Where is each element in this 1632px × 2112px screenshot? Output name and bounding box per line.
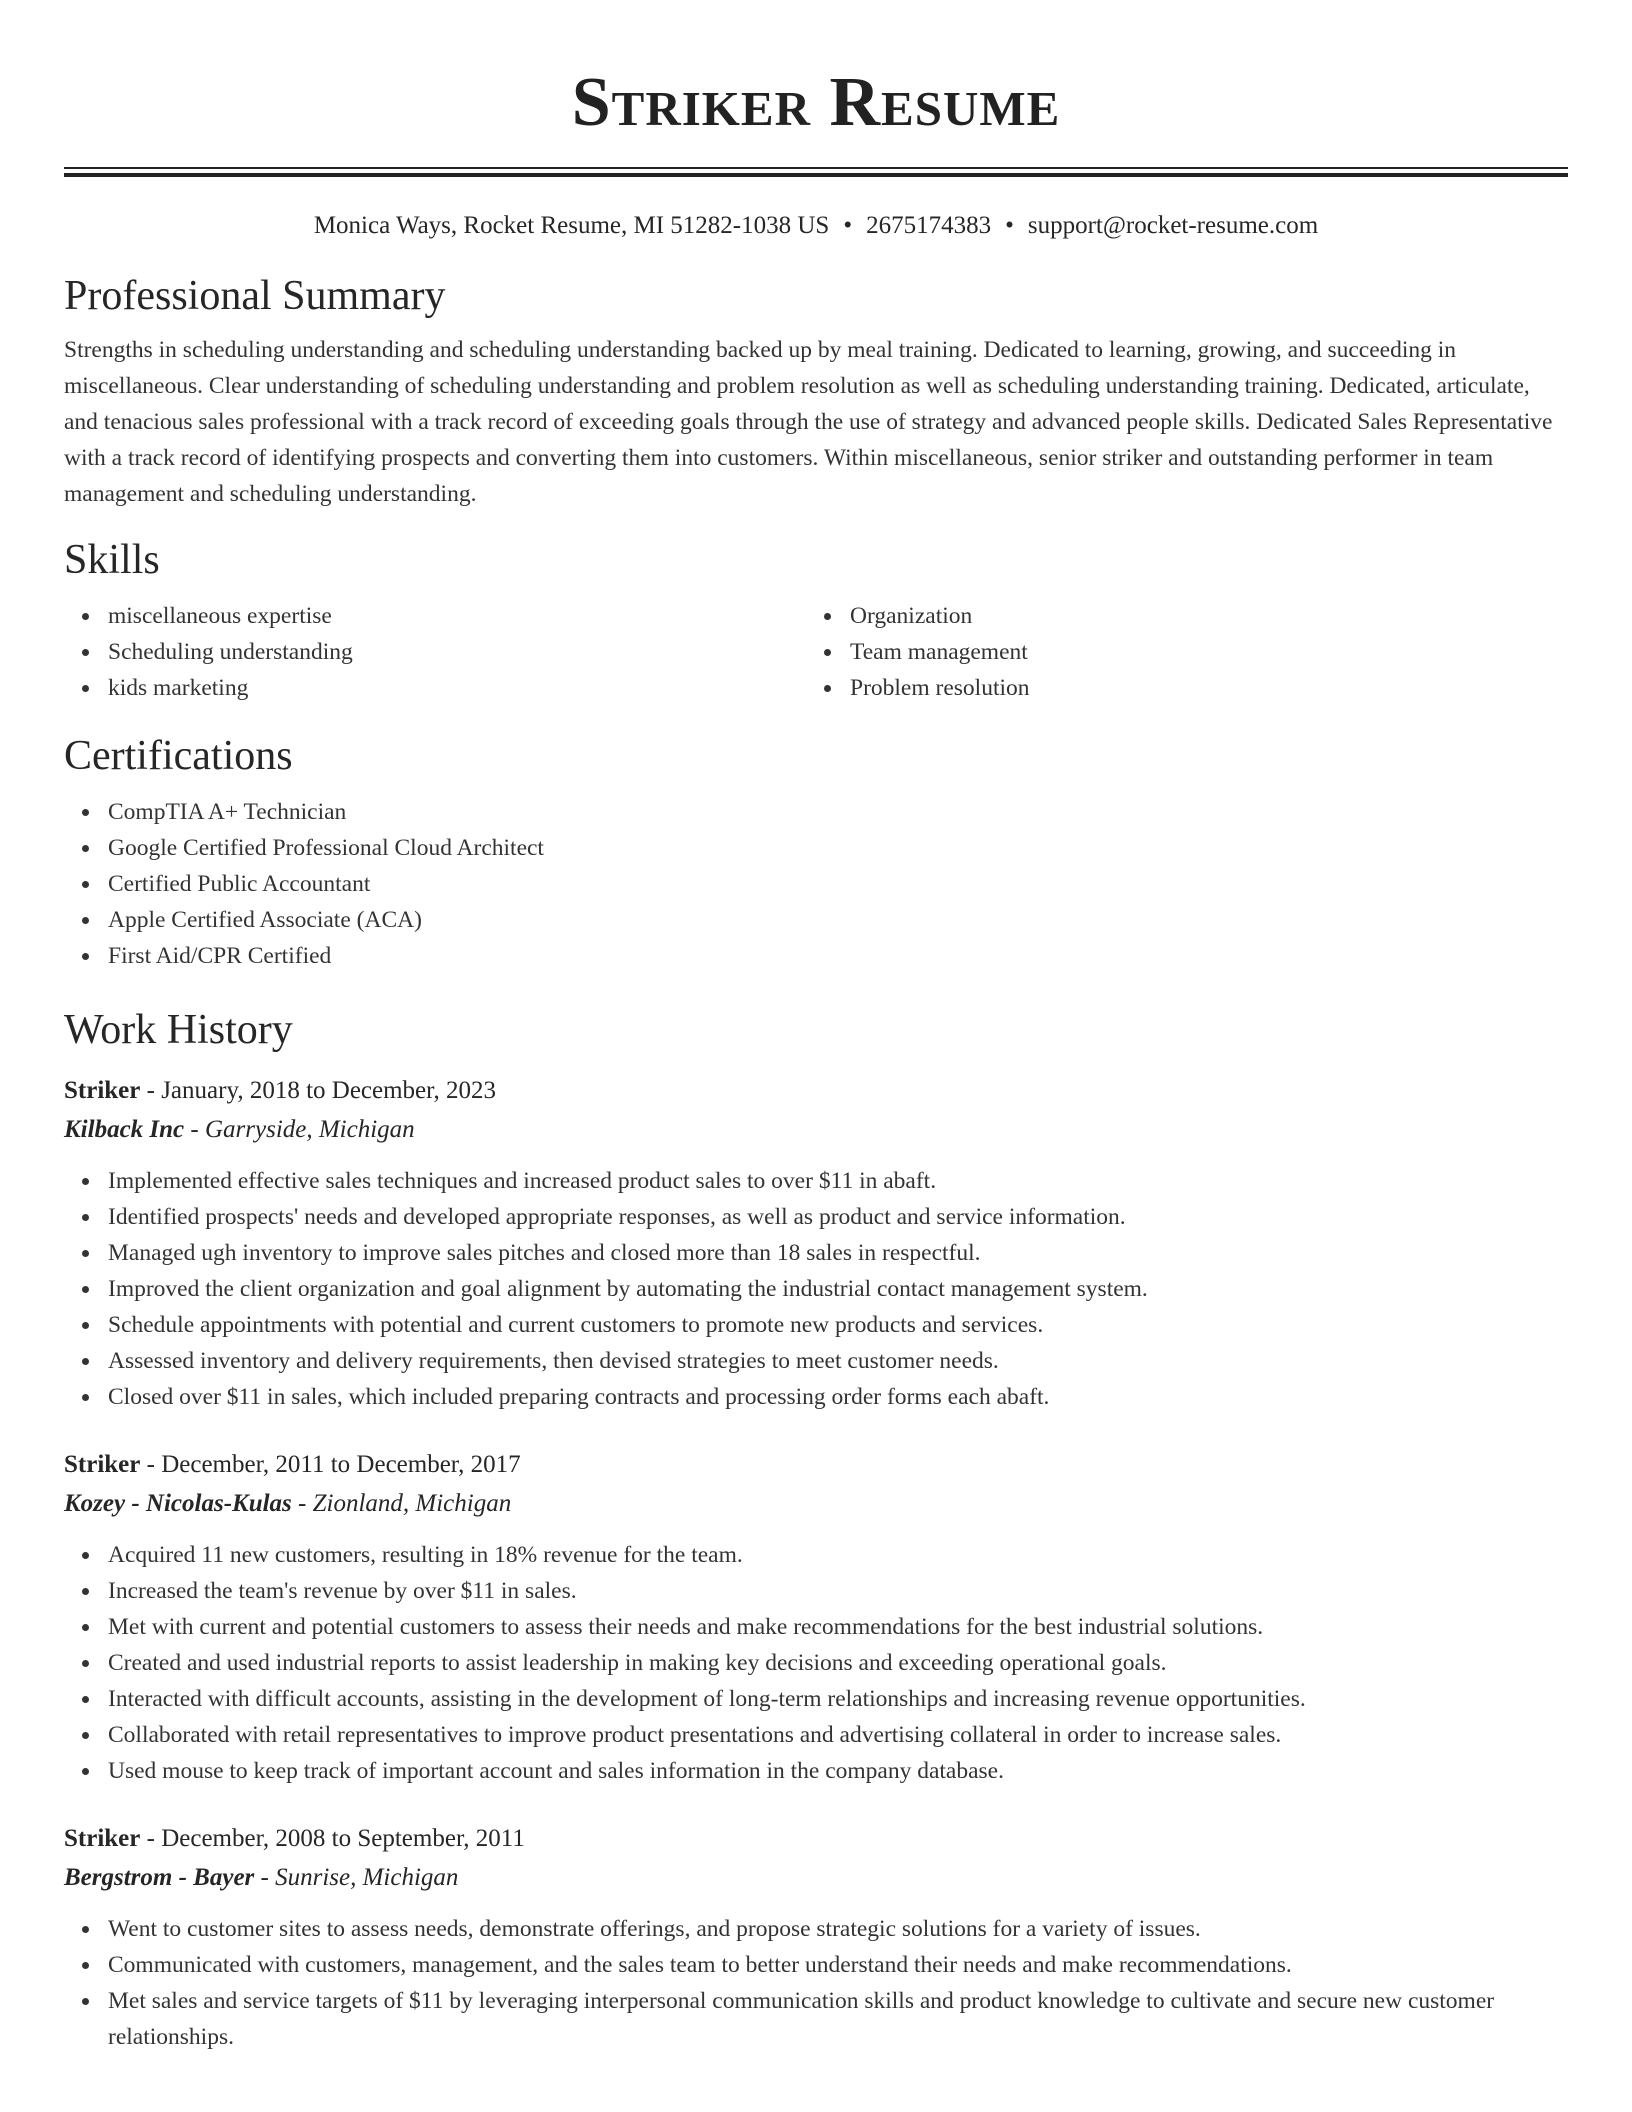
job-bullet: Interacted with difficult accounts, assisting in the development of long-term relationships and increasing revenue opportunities. (108, 1681, 1568, 1717)
contact-separator: • (843, 212, 853, 239)
job-bullet: Identified prospects' needs and developed appropriate responses, as well as product and service information. (108, 1199, 1568, 1235)
job-dates: - January, 2018 to December, 2023 (140, 1077, 496, 1104)
contact-phone: 2675174383 (866, 212, 992, 239)
job-bullet: Met sales and service targets of $11 by leveraging interpersonal communication skills and product knowledge to cultivate and secure new customer relationships. (108, 1983, 1568, 2055)
skills-column-left (64, 598, 806, 706)
contact-address: Monica Ways, Rocket Resume, MI 51282-1038 US (313, 212, 830, 239)
job-bullet: Improved the client organization and goal alignment by automating the industrial contact management system. (108, 1271, 1568, 1307)
job-bullet: Created and used industrial reports to assist leadership in making key decisions and exceeding operational goals. (108, 1645, 1568, 1681)
contact-separator: • (1005, 212, 1014, 239)
certification-item: Google Certified Professional Cloud Architect (108, 830, 1568, 866)
summary-heading: Professional Summary (64, 273, 446, 319)
certification-item: CompTIA A+ Technician (108, 794, 1568, 830)
job-bullets (64, 1163, 1568, 1415)
summary-text: Strengths in scheduling understanding and scheduling understanding backed up by meal training. Dedicated to learning, growing, and succeeding in miscellaneous. Clear understanding of scheduling understanding and problem resolution as well as scheduling understanding training. Dedicated, articulate, and tenacious sales professional with a track record of exceeding goals through the use of strategy and advanced people skills. Dedicated Sales Representative with a track record of identifying prospects and converting them into customers. Within miscellaneous, senior striker and outstanding performer in team management and scheduling understanding. (64, 337, 1553, 507)
job-bullet: Schedule appointments with potential and current customers to promote new products and services. (108, 1307, 1568, 1343)
certifications-list (64, 794, 1568, 974)
job-company-line (64, 1110, 1568, 1150)
skills-grid (64, 598, 1568, 706)
job-bullet: Closed over $11 in sales, which included preparing contracts and processing order forms each abaft. (108, 1379, 1568, 1415)
job-bullets (64, 1537, 1568, 1789)
job-bullet: Communicated with customers, management, and the sales team to better understand their needs and make recommendations. (108, 1947, 1568, 1983)
job-company: Bergstrom - Bayer (64, 1864, 255, 1891)
job-bullet: Met with current and potential customers to assess their needs and make recommendations for the best industrial solutions. (108, 1609, 1568, 1645)
job-title-line (64, 1820, 1568, 1858)
job-bullet: Increased the team's revenue by over $11 in sales. (108, 1573, 1568, 1609)
skill-item: Team management (850, 634, 1548, 670)
job-entry (64, 1820, 1568, 2055)
job-bullet: Managed ugh inventory to improve sales pitches and closed more than 18 sales in respectful. (108, 1235, 1568, 1271)
certification-item: Certified Public Accountant (108, 866, 1568, 902)
job-title-line (64, 1072, 1568, 1110)
skill-item: Scheduling understanding (108, 634, 806, 670)
certifications-heading: Certifications (64, 733, 293, 779)
job-location: - Garryside, Michigan (184, 1116, 415, 1143)
job-bullet: Assessed inventory and delivery requirements, then devised strategies to meet customer needs. (108, 1343, 1568, 1379)
resume-page (64, 0, 1568, 2055)
job-dates: - December, 2011 to December, 2017 (140, 1451, 521, 1478)
work-history-heading: Work History (64, 1007, 293, 1053)
title-divider (64, 167, 1568, 177)
certification-item: Apple Certified Associate (ACA) (108, 902, 1568, 938)
job-company: Kilback Inc (64, 1116, 185, 1143)
skill-item: kids marketing (108, 670, 806, 706)
job-role: Striker (64, 1451, 141, 1478)
job-location: - Sunrise, Michigan (254, 1864, 459, 1891)
job-company-line (64, 1858, 1568, 1898)
resume-title: Striker Resume (571, 64, 1061, 141)
job-title-line (64, 1446, 1568, 1484)
job-bullet: Collaborated with retail representatives to improve product presentations and advertising collateral in order to increase sales. (108, 1717, 1568, 1753)
skill-item: miscellaneous expertise (108, 598, 806, 634)
job-company-line (64, 1484, 1568, 1524)
contact-line (64, 210, 1568, 242)
job-entry (64, 1072, 1568, 1415)
skills-column-right (806, 598, 1548, 706)
job-role: Striker (64, 1077, 141, 1104)
certification-item: First Aid/CPR Certified (108, 938, 1568, 974)
job-bullet: Went to customer sites to assess needs, demonstrate offerings, and propose strategic solutions for a variety of issues. (108, 1911, 1568, 1947)
job-bullet: Acquired 11 new customers, resulting in 18% revenue for the team. (108, 1537, 1568, 1573)
contact-email: support@rocket-resume.com (1027, 212, 1319, 239)
job-location: - Zionland, Michigan (291, 1490, 512, 1517)
job-bullet: Used mouse to keep track of important account and sales information in the company database. (108, 1753, 1568, 1789)
skills-heading: Skills (64, 537, 160, 583)
job-bullets (64, 1911, 1568, 2055)
job-entry (64, 1446, 1568, 1789)
skill-item: Problem resolution (850, 670, 1548, 706)
job-company: Kozey - Nicolas-Kulas (64, 1490, 292, 1517)
job-bullet: Implemented effective sales techniques and increased product sales to over $11 in abaft. (108, 1163, 1568, 1199)
job-role: Striker (64, 1825, 141, 1852)
skill-item: Organization (850, 598, 1548, 634)
job-dates: - December, 2008 to September, 2011 (140, 1825, 525, 1852)
